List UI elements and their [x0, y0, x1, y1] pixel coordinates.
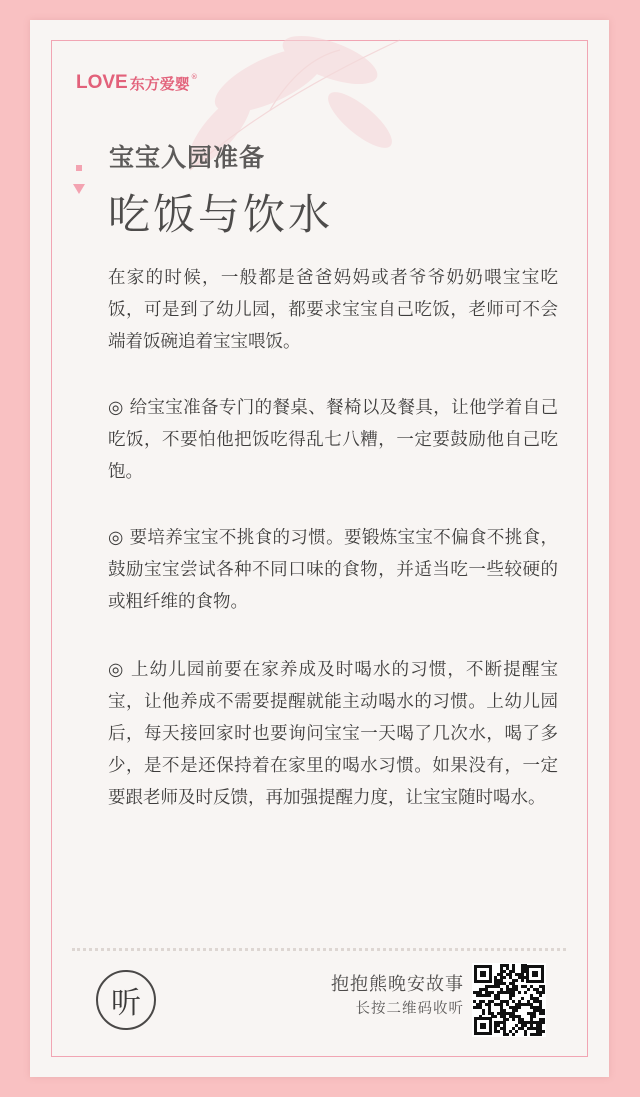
tip-paragraph-picky-eating: ◎ 要培养宝宝不挑食的习惯。要锻炼宝宝不偏食不挑食，鼓励宝宝尝试各种不同口味的食物，并适当吃一些较硬的或粗纤维的食物。: [108, 528, 558, 612]
page-title: 吃饭与饮水: [108, 190, 334, 239]
registered-mark: ®: [190, 73, 198, 81]
qr-code-icon[interactable]: [472, 963, 546, 1037]
brand-logo: [76, 72, 198, 94]
triangle-marker-icon: [73, 184, 85, 194]
listen-button[interactable]: 听: [96, 970, 156, 1030]
page-subtitle: 宝宝入园准备: [109, 143, 266, 172]
logo-love-text: LOVE: [76, 72, 128, 93]
tip-paragraph-tableware: ◎ 给宝宝准备专门的餐桌、餐椅以及餐具，让他学着自己吃饭，不要怕他把饭吃得乱七八糟，一定要鼓励他自己吃饱。: [108, 398, 558, 482]
logo-brand-name: 东方爱婴: [129, 74, 190, 93]
footer-divider: [72, 948, 566, 951]
promo-hint: 长按二维码收听: [355, 1001, 464, 1017]
tip-paragraph-drinking-water: ◎ 上幼儿园前要在家养成及时喝水的习惯，不断提醒宝宝，让他养成不需要提醒就能主动喝水的习惯。上幼儿园后，每天接回家时也要询问宝宝一天喝了几次水，喝了多少，是不是还保持着在家里的喝水习惯。如果没有，一定要跟老师及时反馈，再加强提醒力度，让宝宝随时喝水。: [108, 660, 558, 808]
promo-title: 抱抱熊晚安故事: [331, 974, 464, 995]
square-marker-icon: [76, 165, 82, 171]
intro-paragraph: 在家的时候，一般都是爸爸妈妈或者爷爷奶奶喂宝宝吃饭，可是到了幼儿园，都要求宝宝自己吃饭，老师可不会端着饭碗追着宝宝喂饭。: [108, 268, 558, 352]
